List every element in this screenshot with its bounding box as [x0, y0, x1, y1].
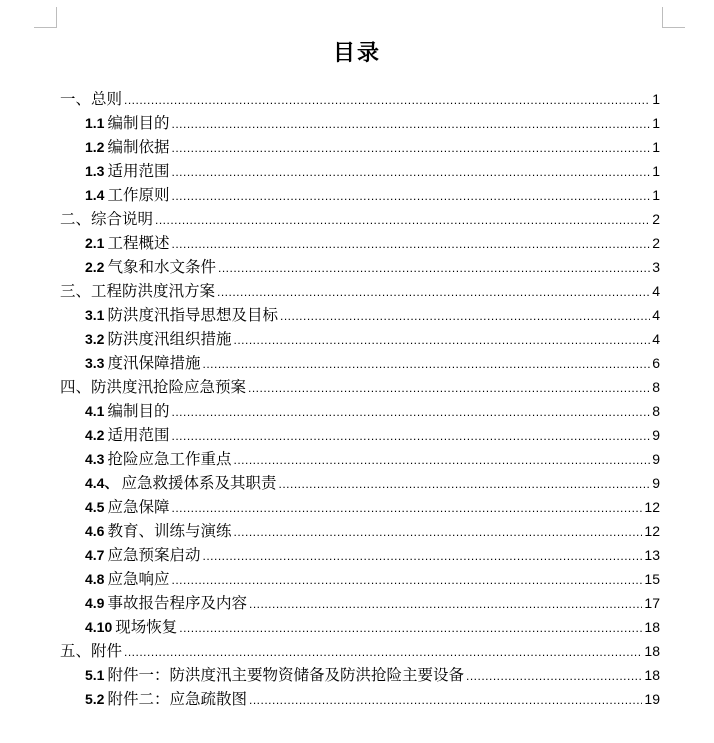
- toc-dot-leader: [278, 472, 650, 496]
- toc-entry-text: 一、总则: [60, 90, 123, 108]
- toc-entry[interactable]: [0, 279, 714, 303]
- toc-dot-leader: [233, 448, 650, 472]
- toc-dot-leader: [202, 352, 650, 376]
- toc-entry-number: 4.7: [85, 547, 105, 563]
- toc-page-number: 12: [644, 499, 660, 515]
- toc-dot-leader: [466, 664, 642, 688]
- toc-page-number: 4: [652, 307, 660, 323]
- toc-entry[interactable]: [0, 87, 714, 111]
- toc-dot-leader: [249, 592, 642, 616]
- toc-entry-number: 4.6: [85, 523, 105, 539]
- toc-page-number: 2: [652, 211, 660, 227]
- toc-page-number: 8: [652, 379, 660, 395]
- toc-entry-number: 1.3: [85, 163, 105, 179]
- toc-entry-text: 现场恢复: [115, 618, 178, 636]
- toc-dot-leader: [171, 400, 650, 424]
- toc-entry-number: 1.1: [85, 115, 105, 131]
- toc-entry-text: 适用范围: [107, 162, 170, 180]
- toc-entry[interactable]: [0, 231, 714, 255]
- toc-entry-text: 五、附件: [60, 642, 123, 660]
- toc-entry[interactable]: [0, 687, 714, 711]
- toc-dot-leader: [124, 88, 650, 112]
- toc-dot-leader: [171, 160, 650, 184]
- toc-entry-number: 3.2: [85, 331, 105, 347]
- toc-page-number: 18: [644, 667, 660, 683]
- toc-dot-leader: [233, 328, 650, 352]
- toc-dot-leader: [155, 208, 650, 232]
- toc-page-number: 9: [652, 451, 660, 467]
- toc-entry[interactable]: [0, 663, 714, 687]
- toc-entry[interactable]: [0, 303, 714, 327]
- toc-entry-text: 抢险应急工作重点: [107, 450, 232, 468]
- toc-page-number: 1: [652, 91, 660, 107]
- toc-entry-text: 事故报告程序及内容: [107, 594, 247, 612]
- toc-title: 目录: [332, 40, 381, 66]
- toc-entry[interactable]: [0, 135, 714, 159]
- toc-entry[interactable]: [0, 567, 714, 591]
- toc-entry-text: 工程概述: [107, 234, 170, 252]
- toc-entry[interactable]: [0, 159, 714, 183]
- toc-entry-number: 4.1: [85, 403, 105, 419]
- toc-entry[interactable]: [0, 519, 714, 543]
- toc-entry-number: 4.3: [85, 451, 105, 467]
- toc-entry[interactable]: [0, 327, 714, 351]
- toc-page-number: 18: [644, 643, 660, 659]
- toc-entry[interactable]: [0, 375, 714, 399]
- toc-page-number: 1: [652, 163, 660, 179]
- toc-entry[interactable]: [0, 111, 714, 135]
- toc-page-number: 17: [644, 595, 660, 611]
- toc-entry-text: 防洪度汛组织措施: [107, 330, 232, 348]
- toc-dot-leader: [171, 568, 642, 592]
- toc-entry-text: 防洪度汛指导思想及目标: [107, 306, 278, 324]
- toc-dot-leader: [171, 496, 642, 520]
- toc-dot-leader: [171, 184, 650, 208]
- toc-entry[interactable]: [0, 183, 714, 207]
- toc-entry-text: 三、工程防洪度汛方案: [60, 282, 216, 300]
- toc-dot-leader: [171, 232, 650, 256]
- page-corner-mark-top-right: [662, 7, 685, 28]
- toc-dot-leader: [249, 688, 642, 712]
- toc-entry-number: 5.1: [85, 667, 105, 683]
- toc-entry-text: 应急预案启动: [107, 546, 201, 564]
- toc-dot-leader: [179, 616, 642, 640]
- toc-dot-leader: [280, 304, 650, 328]
- toc-page-number: 13: [644, 547, 660, 563]
- toc-entry-number: 4.4、: [85, 475, 119, 491]
- toc-page-number: 2: [652, 235, 660, 251]
- toc-dot-leader: [124, 640, 642, 664]
- toc-entry[interactable]: [0, 639, 714, 663]
- toc-entry-text: 应急保障: [107, 498, 170, 516]
- toc-entry-number: 2.1: [85, 235, 105, 251]
- toc-dot-leader: [233, 520, 642, 544]
- toc-entry-text: 教育、训练与演练: [107, 522, 232, 540]
- toc-entry[interactable]: [0, 495, 714, 519]
- toc-page-number: 9: [652, 427, 660, 443]
- toc-entry-number: 3.1: [85, 307, 105, 323]
- toc-entry[interactable]: [0, 615, 714, 639]
- toc-entry-text: 应急响应: [107, 570, 170, 588]
- toc-dot-leader: [217, 280, 650, 304]
- toc-page-number: 6: [652, 355, 660, 371]
- toc-dot-leader: [171, 136, 650, 160]
- toc-page-number: 9: [652, 475, 660, 491]
- toc-entry-text: 编制目的: [107, 114, 170, 132]
- page-corner-mark-top-left: [34, 7, 57, 28]
- toc-entry[interactable]: [0, 207, 714, 231]
- toc-entry[interactable]: [0, 591, 714, 615]
- toc-entry[interactable]: [0, 351, 714, 375]
- toc-entry-number: 4.5: [85, 499, 105, 515]
- toc-entry-text: 适用范围: [107, 426, 170, 444]
- toc-dot-leader: [218, 256, 650, 280]
- toc-entry-number: 4.8: [85, 571, 105, 587]
- toc-entry-number: 2.2: [85, 259, 105, 275]
- toc-entry-text: 工作原则: [107, 186, 170, 204]
- toc-page-number: 3: [652, 259, 660, 275]
- toc-entry-text: 应急救援体系及其职责: [121, 474, 277, 492]
- toc-entry-text: 编制依据: [107, 138, 170, 156]
- toc-page-number: 1: [652, 187, 660, 203]
- toc-page-number: 1: [652, 115, 660, 131]
- toc-entry-text: 附件一：防洪度汛主要物资储备及防洪抢险主要设备: [107, 666, 464, 684]
- toc-entry-text: 附件二：应急疏散图: [107, 690, 247, 708]
- toc-entry[interactable]: [0, 543, 714, 567]
- toc-page-number: 15: [644, 571, 660, 587]
- toc-dot-leader: [171, 424, 650, 448]
- toc-entry-text: 二、综合说明: [60, 210, 154, 228]
- toc-entry-number: 4.9: [85, 595, 105, 611]
- toc-entry-text: 气象和水文条件: [107, 258, 216, 276]
- toc-page-number: 4: [652, 331, 660, 347]
- toc-entry-text: 编制目的: [107, 402, 170, 420]
- toc-page-number: 18: [644, 619, 660, 635]
- toc-page-number: 1: [652, 139, 660, 155]
- toc-entry-number: 3.3: [85, 355, 105, 371]
- toc-dot-leader: [171, 112, 650, 136]
- toc-page-number: 12: [644, 523, 660, 539]
- toc-dot-leader: [202, 544, 642, 568]
- toc-entry[interactable]: [0, 399, 714, 423]
- toc-entry[interactable]: [0, 447, 714, 471]
- toc-page-number: 8: [652, 403, 660, 419]
- toc-entry[interactable]: [0, 423, 714, 447]
- toc-dot-leader: [248, 376, 650, 400]
- toc-page-number: 4: [652, 283, 660, 299]
- toc-entry-number: 5.2: [85, 691, 105, 707]
- toc-entry-text: 度汛保障措施: [107, 354, 201, 372]
- toc-entry-number: 1.2: [85, 139, 105, 155]
- toc-entry-text: 四、防洪度汛抢险应急预案: [60, 378, 247, 396]
- toc-entry-number: 4.10: [85, 619, 113, 635]
- toc-entry-number: 4.2: [85, 427, 105, 443]
- toc-entry[interactable]: [0, 255, 714, 279]
- toc-entry-number: 1.4: [85, 187, 105, 203]
- toc-entry[interactable]: [0, 471, 714, 495]
- toc-page-number: 19: [644, 691, 660, 707]
- table-of-contents: [0, 87, 714, 711]
